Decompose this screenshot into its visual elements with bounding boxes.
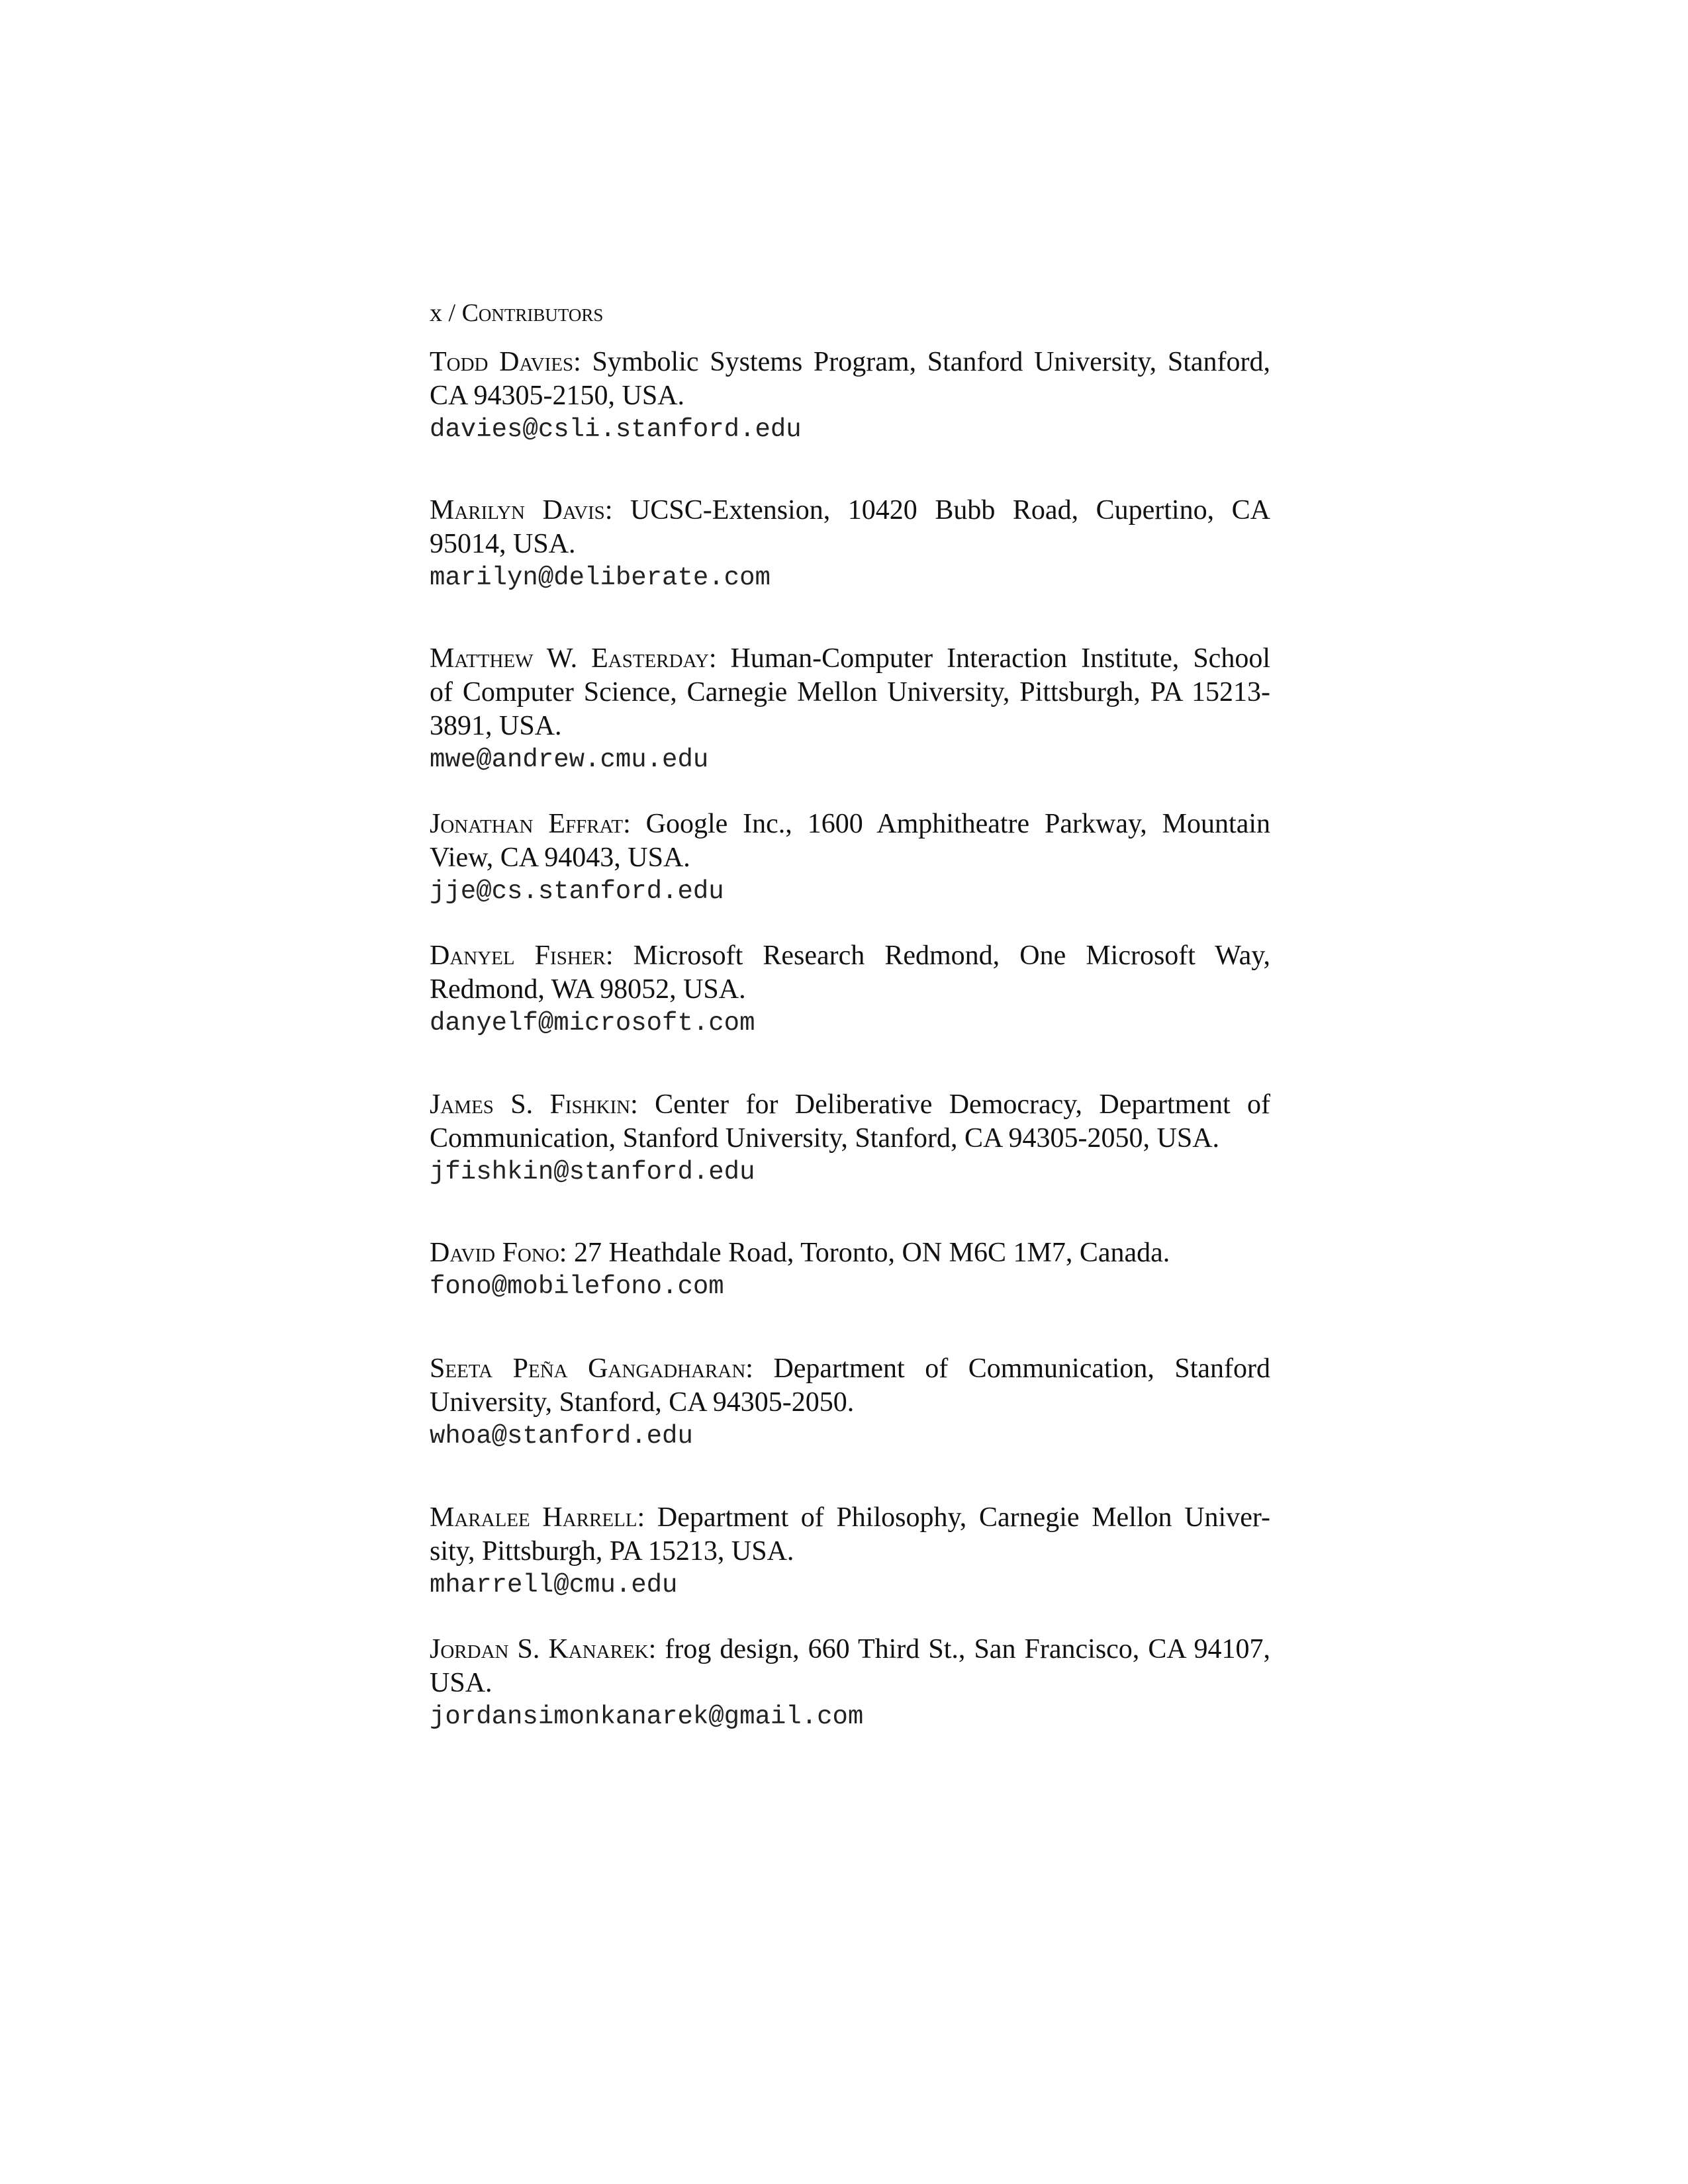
affiliation-line: USA. [430,1668,492,1698]
contributor-name: Matthew W. Easterday [430,643,709,674]
affiliation-line: Human-Computer Interaction Institute, School [730,643,1270,674]
contributor-name: Seeta Peña Gangadharan [430,1353,746,1384]
page-number: x [430,299,442,327]
contributor-email[interactable]: jfishkin@stanford.edu [430,1158,755,1187]
contributor-name: James S. Fishkin [430,1089,631,1120]
affiliation-line: Department of Communication, Stanford [773,1353,1270,1384]
contributor-entry: Jonathan Effrat: Google Inc., 1600 Amphitheatre Parkway, Mountain View, CA 94043, USA. jje@cs.stanford.edu [430,807,1270,909]
running-header [430,296,603,330]
contributor-email[interactable]: jordansimonkanarek@gmail.com [430,1702,864,1731]
affiliation-line: Symbolic Systems Program, Stanford University, Stanford, [592,347,1270,377]
contributor-email[interactable]: whoa@stanford.edu [430,1422,693,1451]
contributor-entry: Matthew W. Easterday: Human-Computer Interaction Institute, School of Computer Science, Carnegie Mellon University, Pittsburgh, PA 15213- 3891, USA. mwe@andrew.cmu.edu [430,642,1270,777]
affiliation-line: 95014, USA. [430,529,576,559]
affiliation-line: Communication, Stanford University, Stanford, CA 94305-2050, USA. [430,1123,1220,1154]
section-title: Contributors [461,299,604,327]
affiliation-line: 27 Heathdale Road, Toronto, ON M6C 1M7, Canada. [573,1238,1170,1268]
contributor-name: Danyel Fisher [430,940,606,971]
contributor-entry: Seeta Peña Gangadharan: Department of Communication, Stanford University, Stanford, CA 94305-2050. whoa@stanford.edu [430,1352,1270,1453]
affiliation-line: Redmond, WA 98052, USA. [430,974,746,1005]
contributor-entry: Danyel Fisher: Microsoft Research Redmond, One Microsoft Way, Redmond, WA 98052, USA. danyelf@microsoft.com [430,939,1270,1040]
affiliation-line: 3891, USA. [430,711,562,741]
affiliation-line: Microsoft Research Redmond, One Microsoft Way, [633,940,1270,971]
contributor-email[interactable]: danyelf@microsoft.com [430,1009,755,1038]
affiliation-line: of Computer Science, Carnegie Mellon University, Pittsburgh, PA 15213- [430,677,1270,707]
contributor-name: Jordan S. Kanarek [430,1634,649,1664]
affiliation-line: frog design, 660 Third St., San Francisco, CA 94107, [665,1634,1270,1664]
affiliation-line: Google Inc., 1600 Amphitheatre Parkway, Mountain [645,809,1271,839]
contributor-name: Todd Davies [430,347,574,377]
affiliation-line: sity, Pittsburgh, PA 15213, USA. [430,1536,794,1567]
contributor-name: Marilyn Davis [430,495,605,525]
contributor-email[interactable]: jje@cs.stanford.edu [430,877,724,906]
affiliation-line: View, CA 94043, USA. [430,842,690,873]
contributor-email[interactable]: fono@mobilefono.com [430,1272,724,1301]
affiliation-line: University, Stanford, CA 94305-2050. [430,1387,855,1418]
contributor-name: Jonathan Effrat [430,809,624,839]
contributor-name: Maralee Harrell [430,1502,637,1533]
affiliation-line: Center for Deliberative Democracy, Department of [655,1089,1270,1120]
contributor-email[interactable]: mwe@andrew.cmu.edu [430,745,709,774]
contributor-email[interactable]: davies@csli.stanford.edu [430,415,802,444]
contributor-email[interactable]: mharrell@cmu.edu [430,1570,678,1600]
contributor-entry: Todd Davies: Symbolic Systems Program, Stanford University, Stanford, CA 94305-2150, USA. davies@csli.stanford.edu [430,345,1270,447]
contributor-email[interactable]: marilyn@deliberate.com [430,563,771,592]
contributor-entry: James S. Fishkin: Center for Deliberative Democracy, Department of Communication, Stanford University, Stanford, CA 94305-2050, USA. jfishkin@stanford.edu [430,1088,1270,1189]
affiliation-line: Department of Philosophy, Carnegie Mellon Univer- [657,1502,1270,1533]
affiliation-line: UCSC-Extension, 10420 Bubb Road, Cupertino, CA [630,495,1271,525]
header-separator: / [448,299,456,327]
contributor-entry: Maralee Harrell: Department of Philosophy, Carnegie Mellon Univer- sity, Pittsburgh, PA 15213, USA. mharrell@cmu.edu [430,1501,1270,1602]
contributor-entry: David Fono: 27 Heathdale Road, Toronto, ON M6C 1M7, Canada. fono@mobilefono.com [430,1236,1270,1304]
contributor-name: David Fono [430,1238,559,1268]
contributor-entry: Jordan S. Kanarek: frog design, 660 Third St., San Francisco, CA 94107, USA. jordansimonkanarek@gmail.com [430,1633,1270,1734]
affiliation-line: CA 94305-2150, USA. [430,381,685,411]
contributor-entry: Marilyn Davis: UCSC-Extension, 10420 Bubb Road, Cupertino, CA 95014, USA. marilyn@deliberate.com [430,494,1270,595]
